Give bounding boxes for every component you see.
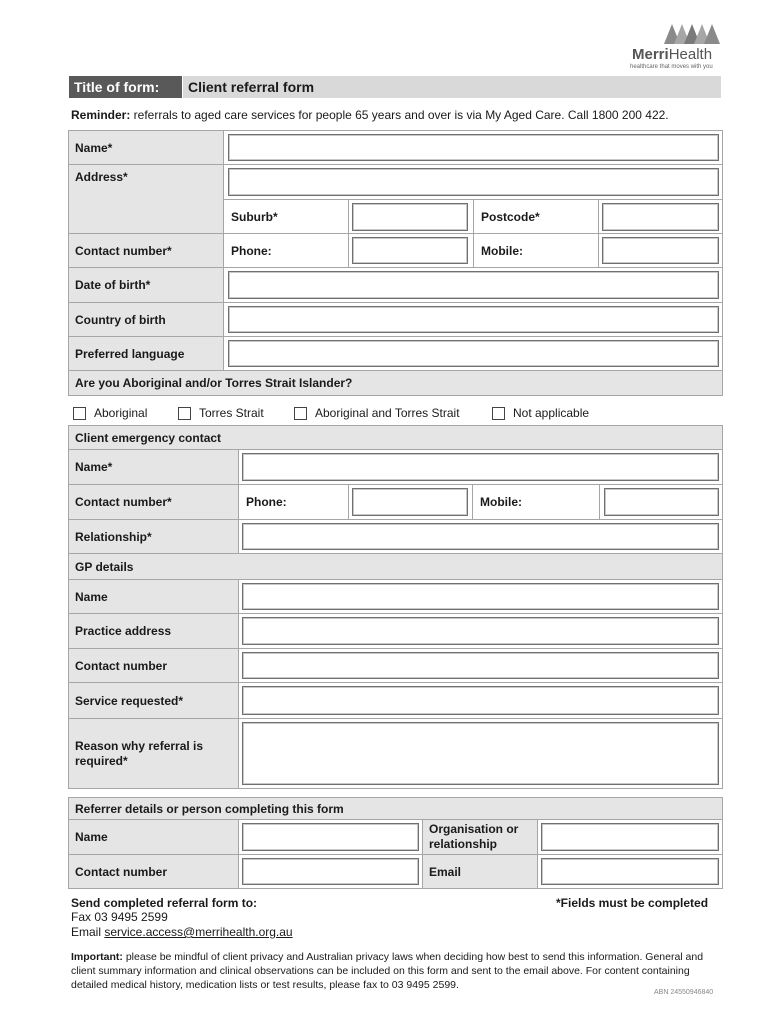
atsi-option-both[interactable]: Aboriginal and Torres Strait (294, 406, 460, 420)
country-input[interactable] (228, 306, 719, 333)
client-address-label: Address* (68, 164, 224, 234)
client-name-input[interactable] (228, 134, 719, 161)
client-contact-label: Contact number* (68, 233, 224, 268)
emergency-mobile-input[interactable] (604, 488, 719, 516)
checkbox-aboriginal[interactable] (73, 407, 86, 420)
emergency-header: Client emergency contact (68, 425, 723, 450)
required-note: *Fields must be completed (556, 896, 709, 910)
email-link[interactable]: service.access@merrihealth.org.au (104, 925, 293, 939)
referrer-name-label: Name (68, 819, 239, 855)
send-title: Send completed referral form to: (71, 896, 258, 910)
emergency-name-input[interactable] (242, 453, 719, 481)
org-label: Organisation or relationship (422, 819, 538, 855)
fax-text: Fax 03 9495 2599 (71, 910, 168, 924)
form-title: Client referral form (183, 76, 721, 98)
logo (626, 22, 722, 74)
email-line: Email service.access@merrihealth.org.au (71, 925, 293, 939)
gp-name-label: Name (68, 579, 239, 614)
client-mobile-label: Mobile: (473, 233, 599, 268)
gp-address-label: Practice address (68, 613, 239, 649)
relationship-input[interactable] (242, 523, 719, 550)
referrer-contact-input[interactable] (242, 858, 419, 885)
client-mobile-input[interactable] (602, 237, 719, 264)
language-input[interactable] (228, 340, 719, 367)
gp-address-input[interactable] (242, 617, 719, 645)
client-phone-label: Phone: (223, 233, 349, 268)
gp-header: GP details (68, 553, 723, 580)
service-input[interactable] (242, 686, 719, 715)
emergency-name-label: Name* (68, 449, 239, 485)
emergency-phone-input[interactable] (352, 488, 468, 516)
email-label: Email (422, 854, 538, 889)
gp-contact-label: Contact number (68, 648, 239, 683)
client-phone-input[interactable] (352, 237, 468, 264)
referrer-contact-label: Contact number (68, 854, 239, 889)
suburb-label: Suburb* (223, 199, 349, 234)
gp-contact-input[interactable] (242, 652, 719, 679)
title-label: Title of form: (69, 76, 182, 98)
reason-input[interactable] (242, 722, 719, 785)
reason-label: Reason why referral is required* (68, 718, 239, 789)
relationship-label: Relationship* (68, 519, 239, 554)
postcode-label: Postcode* (473, 199, 599, 234)
dob-label: Date of birth* (68, 267, 224, 303)
checkbox-both[interactable] (294, 407, 307, 420)
merrihealth-logo-icon (664, 22, 720, 44)
abn-text: ABN 24550946840 (654, 989, 714, 996)
emergency-phone-label: Phone: (238, 484, 349, 520)
referrer-name-input[interactable] (242, 823, 419, 851)
suburb-input[interactable] (352, 203, 468, 231)
org-input[interactable] (541, 823, 719, 851)
brand-name: MerriHealth (632, 46, 713, 63)
important-note: Important: please be mindful of client privacy and Australian privacy laws when deciding how best to send this information. General and client summary information and clinical observations can be included on this form and sent to the email above. For content containing detailed medical history, medication lists or test results, please fax to 03 9495 2599. (71, 951, 704, 991)
client-address-input[interactable] (228, 168, 719, 196)
language-label: Preferred language (68, 336, 224, 371)
checkbox-not-applicable[interactable] (492, 407, 505, 420)
checkbox-torres-strait[interactable] (178, 407, 191, 420)
service-label: Service requested* (68, 682, 239, 719)
emergency-contact-label: Contact number* (68, 484, 239, 520)
referrer-header: Referrer details or person completing this form (68, 797, 723, 820)
country-label: Country of birth (68, 302, 224, 337)
reminder-text: Reminder: referrals to aged care services for people 65 years and over is via My Aged Care. Call 1800 200 422. (71, 108, 669, 122)
atsi-option-aboriginal[interactable]: Aboriginal (73, 406, 147, 420)
postcode-input[interactable] (602, 203, 719, 231)
atsi-option-not-applicable[interactable]: Not applicable (492, 406, 589, 420)
gp-name-input[interactable] (242, 583, 719, 610)
email-input[interactable] (541, 858, 719, 885)
emergency-mobile-label: Mobile: (472, 484, 600, 520)
brand-tagline: healthcare that moves with you (630, 64, 713, 70)
client-name-label: Name* (68, 130, 224, 165)
atsi-question: Are you Aboriginal and/or Torres Strait Islander? (68, 370, 723, 396)
dob-input[interactable] (228, 271, 719, 299)
atsi-option-torres-strait[interactable]: Torres Strait (178, 406, 264, 420)
